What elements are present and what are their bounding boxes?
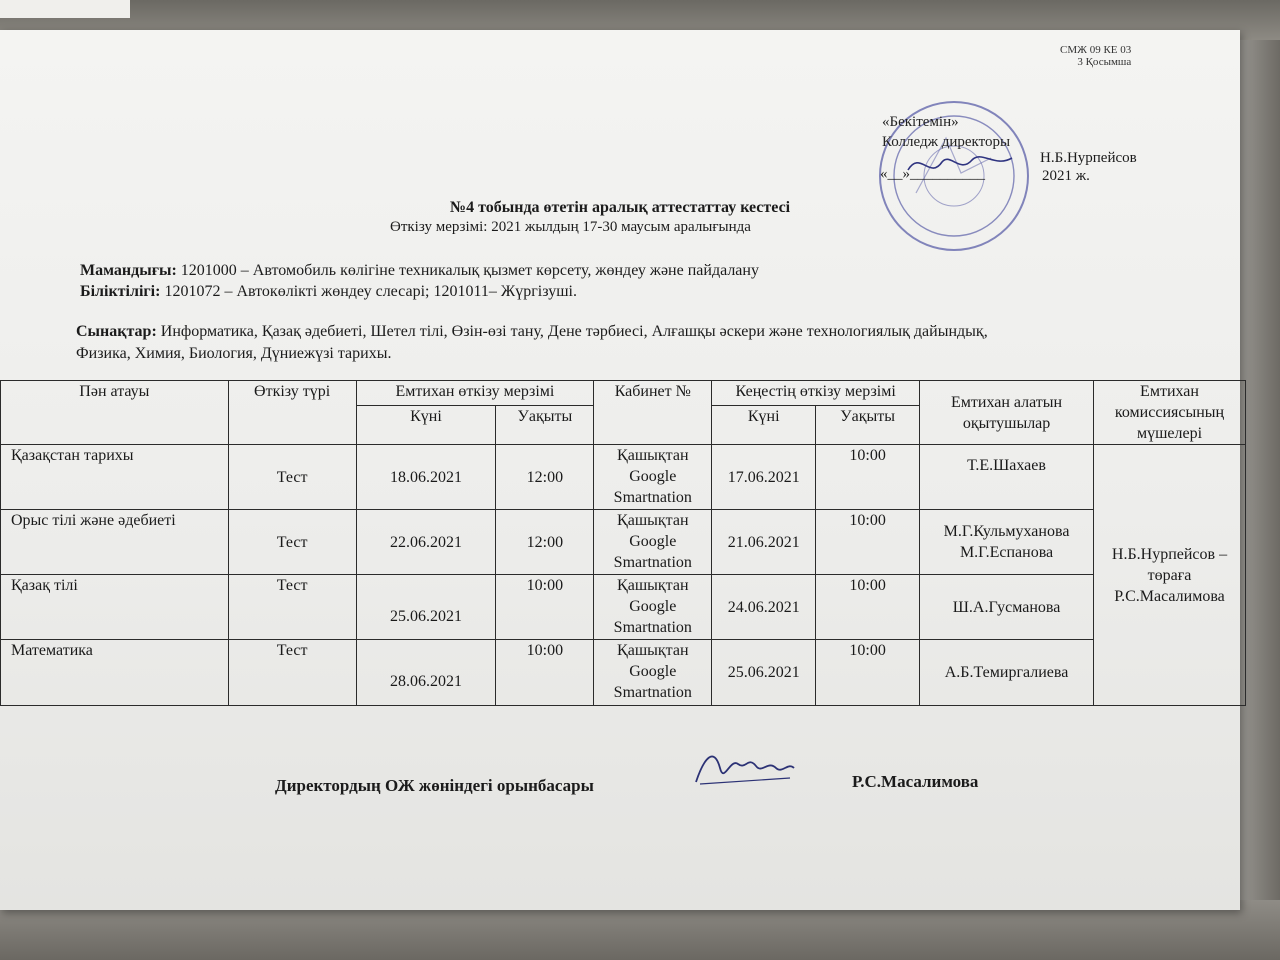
document-title: №4 тобында өтетін аралық аттестаттау кестесі [450,199,791,216]
table-row [1,575,1246,640]
row-teacher: Ш.А.Гусманова [920,575,1094,640]
row-room: Қашықтан Google Smartnation [594,575,712,640]
row-exam-day: 18.06.2021 [356,445,496,510]
tests-line-1 [76,323,988,341]
header-room: Кабинет № [594,381,712,445]
row-room: Қашықтан Google Smartnation [594,640,712,706]
deputy-position: Директордың ОЖ жөніндегі орынбасары [275,776,594,795]
header-subject: Пән атауы [1,381,229,445]
row-subject: Орыс тілі және әдебиеті [1,510,229,575]
header-consult-period: Кеңестің өткізу мерзімі [712,381,920,406]
table-row [1,445,1246,510]
qualification-value: 1201072 – Автокөлікті жөндеу слесарі; 1201011– Жүргізуші. [160,283,577,300]
document-code [1060,44,1131,68]
row-consult-time: 10:00 [816,575,920,640]
header-commission: Емтихан комиссиясының мүшелері [1094,381,1246,445]
tests-line-2: Физика, Химия, Биология, Дүниежүзі тарихы. [76,345,392,362]
approval-name: Н.Б.Нурпейсов [1040,150,1137,166]
header-exam-day: Күні [356,405,496,444]
row-exam-time: 12:00 [496,510,594,575]
row-exam-time: 10:00 [496,575,594,640]
approval-date-prefix: «__»__________ [880,166,985,182]
header-teachers: Емтихан алатын оқытушылар [920,381,1094,445]
row-type: Тест [228,445,356,510]
header-consult-day: Күні [712,405,816,444]
specialty-label: Мамандығы: [80,262,177,279]
approval-line-2: Колледж директоры [882,134,1011,150]
qualification-label: Біліктілігі: [80,283,161,300]
row-teacher: А.Б.Темиргалиева [920,640,1094,706]
table-row [1,640,1246,706]
schedule-table [0,380,1246,706]
row-exam-day: 22.06.2021 [356,510,496,575]
code-line-1: СМЖ 09 КЕ 03 [1060,44,1132,56]
row-consult-day: 25.06.2021 [712,640,816,706]
row-type: Тест [228,575,356,640]
director-signature [900,140,1020,190]
row-exam-time: 12:00 [496,445,594,510]
row-type: Тест [228,510,356,575]
header-exam-time: Уақыты [496,405,594,444]
row-type: Тест [228,640,356,706]
row-consult-time: 10:00 [816,510,920,575]
deputy-name: Р.С.Масалимова [852,772,979,791]
tests-value-1: Информатика, Қазақ әдебиеті, Шетел тілі, Өзін-өзі тану, Дене тәрбиесі, Алғашқы әскери және технологиялық дайындық, [156,323,988,340]
document-subtitle: Өткізу мерзімі: 2021 жылдың 17-30 маусым аралығында [390,219,751,235]
header-exam-period: Емтихан өткізу мерзімі [356,381,594,406]
approval-line-1: «Бекітемін» [882,114,959,130]
row-teacher: М.Г.Кульмуханова М.Г.Еспанова [920,510,1094,575]
row-room: Қашықтан Google Smartnation [594,445,712,510]
row-subject: Математика [1,640,229,706]
row-consult-day: 24.06.2021 [712,575,816,640]
row-exam-time: 10:00 [496,640,594,706]
specialty-line [80,262,759,280]
row-consult-day: 17.06.2021 [712,445,816,510]
qualification-line [80,283,577,301]
row-subject: Қазақ тілі [1,575,229,640]
paper-scrap [0,0,130,18]
deputy-signature [690,738,800,798]
commission-members: Н.Б.Нурпейсов – төраға Р.С.Масалимова [1094,445,1246,706]
row-exam-day: 28.06.2021 [356,640,496,706]
specialty-value: 1201000 – Автомобиль көлігіне техникалық қызмет көрсету, жөндеу және пайдалану [176,262,759,279]
row-exam-day: 25.06.2021 [356,575,496,640]
table-row [1,510,1246,575]
row-consult-day: 21.06.2021 [712,510,816,575]
header-type: Өткізу түрі [228,381,356,445]
tests-label: Сынақтар: [76,323,157,340]
row-consult-time: 10:00 [816,640,920,706]
row-room: Қашықтан Google Smartnation [594,510,712,575]
code-line-2: 3 Қосымша [1077,56,1132,68]
row-subject: Қазақстан тарихы [1,445,229,510]
header-consult-time: Уақыты [816,405,920,444]
approval-date: 2021 ж. [1042,168,1090,184]
row-consult-time: 10:00 [816,445,920,510]
row-teacher: Т.Е.Шахаев [920,445,1094,510]
